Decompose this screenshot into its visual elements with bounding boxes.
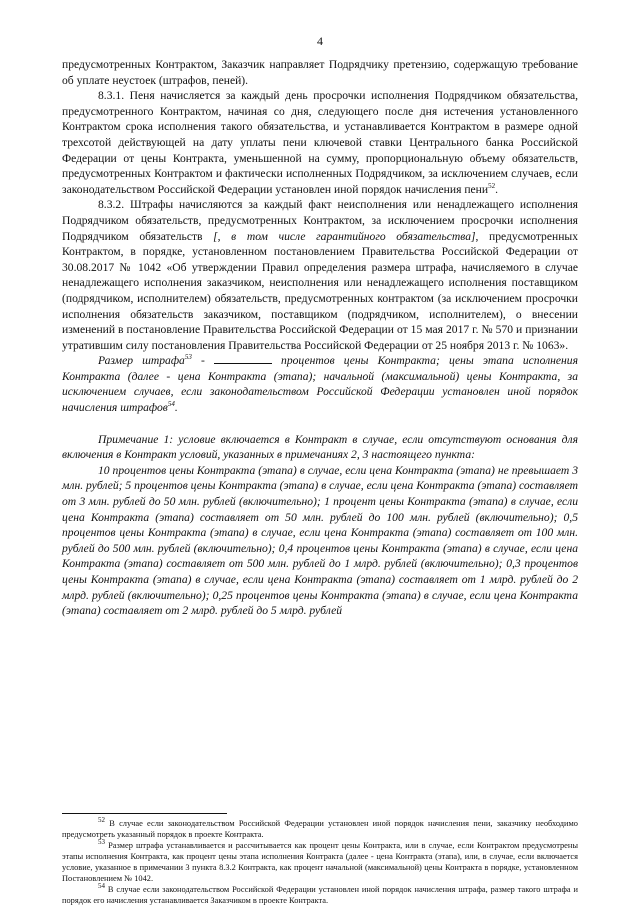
- footnotes: [62, 818, 578, 906]
- footnote-54: $^{54}$ В случае если законодательством Российской Федерации установлен иной порядок начисления штрафа, размер такого штрафа и порядок его начисления устанавливается Заказчиком в проекте Контракта.: [62, 882, 578, 905]
- fill-in-blank: [214, 353, 272, 364]
- paragraph-rates: 10 процентов цены Контракта (этапа) в случае, если цена Контракта (этапа) не превышает 3 млн. рублей; 5 процентов цены Контракта (этапа) в случае, если цена Контракта (этапа) составляет от 3 млн. рублей до 50 млн. рублей (включительно); 1 процент цены Контракта (этапа) в случае, если цена Контракта (этапа) составляет от 50 млн. рублей до 100 млн. рублей (включительно); 0,5 процентов цены Контракта (этапа) в случае, если цена Контракта (этапа) составляет от 100 млн. рублей до 500 млн. рублей (включительно); 0,4 процентов цены Контракта (этапа) в случае, если цена Контракта (этапа) составляет от 500 млн. рублей до 1 млрд. рублей (включительно); 0,3 процентов цены Контракта (этапа) в случае, если цена Контракта (этапа) составляет от 1 млрд. рублей до 2 млрд. рублей (включительно); 0,25 процентов цены Контракта (этапа) в случае, если цена Контракта (этапа) составляет от 2 млрд. рублей до 5 млрд. рублей: [62, 463, 578, 618]
- paragraph-8-3-2: 8.3.2. Штрафы начисляются за каждый факт неисполнения или ненадлежащего исполнения Подрядчиком обязательств, предусмотренных Контрактом, за исключением просрочки исполнения Подрядчиком обязательств [, в том числе гарантийного обязательства], предусмотренных Контрактом, в порядке, установленном постановлением Правительства Российской Федерации от 30.08.2017 № 1042 «Об утверждении Правил определения размера штрафа, начисляемого в случае ненадлежащего исполнения заказчиком, неисполнения или ненадлежащего исполнения поставщиком (подрядчиком, исполнителем) обязательств, предусмотренных контрактом (за исключением просрочки исполнения обязательств заказчиком, поставщиком (подрядчиком, исполнителем), о внесении изменений в постановление Правительства Российской Федерации от 15 мая 2017 г. № 570 и признании утратившим силу постановления Правительства Российской Федерации от 25 ноября 2013 г. № 1063».: [62, 198, 578, 352]
- page-number: 4: [317, 34, 323, 48]
- footnote-52: $^{52}$ В случае если законодательством Российской Федерации установлен иной порядок начисления пени, заказчику необходимо предусмотреть указанный порядок в проекте Контракта.: [62, 816, 578, 839]
- document-page: [62, 34, 578, 619]
- paragraph-note-1: Примечание 1: условие включается в Контракт в случае, если отсутствуют основания для включения в Контракт условий, указанных в примечаниях 2, 3 настоящего пункта:: [62, 432, 578, 462]
- paragraph-8-3-1: 8.3.1. Пеня начисляется за каждый день просрочки исполнения Подрядчиком обязательства, предусмотренного Контрактом, начиная со дня, следующего после дня истечения установленного Контрактом срока исполнения такого обязательства, и устанавливается Контрактом в размере одной трехсотой действующей на дату уплаты пени ключевой ставки Центрального банка Российской Федерации от цены Контракта, уменьшенной на сумму, пропорциональную объему обязательств, предусмотренных Контрактом и фактически исполненных Подрядчиком, за исключением случаев, если законодательством Российской Федерации установлен иной порядок начисления пени$^{52}$.: [62, 89, 578, 196]
- footnote-separator: [62, 813, 227, 814]
- paragraph-claim-continuation: предусмотренных Контрактом, Заказчик направляет Подрядчику претензию, содержащую требование об уплате неустоек (штрафов, пеней).: [62, 58, 578, 87]
- spacer: [62, 416, 578, 432]
- footnote-ref-54[interactable]: 54: [167, 400, 175, 409]
- paragraph-fine-size: Размер штрафа$^{53}$ - процентов цены Контракта; цены этапа исполнения Контракта (далее - цена Контракта (этапа); начальной (максимальной) цены Контракта, за исключением случаев, если законодательством Российской Федерации установлен иной порядок начисления штрафов$^{54}$.: [62, 353, 578, 415]
- footnote-ref-53[interactable]: 53: [184, 353, 192, 362]
- optional-clause: [, в том числе гарантийного обязательства]: [213, 229, 476, 243]
- footnote-ref-52[interactable]: 52: [488, 181, 496, 190]
- footnote-53: $^{53}$ Размер штрафа устанавливается и рассчитывается как процент цены Контракта, или в случае, если Контрактом предусмотрены этапы исполнения Контракта, как процент цены этапа исполнения Контракта (далее - цена Контракта (этапа), или, в случае, если включается условие, указанное в примечании 3 пункта 8.3.2 Контракта, как процент начальной (максимальной) цены Контракта в порядке, установленном Постановлением № 1042.: [62, 838, 578, 883]
